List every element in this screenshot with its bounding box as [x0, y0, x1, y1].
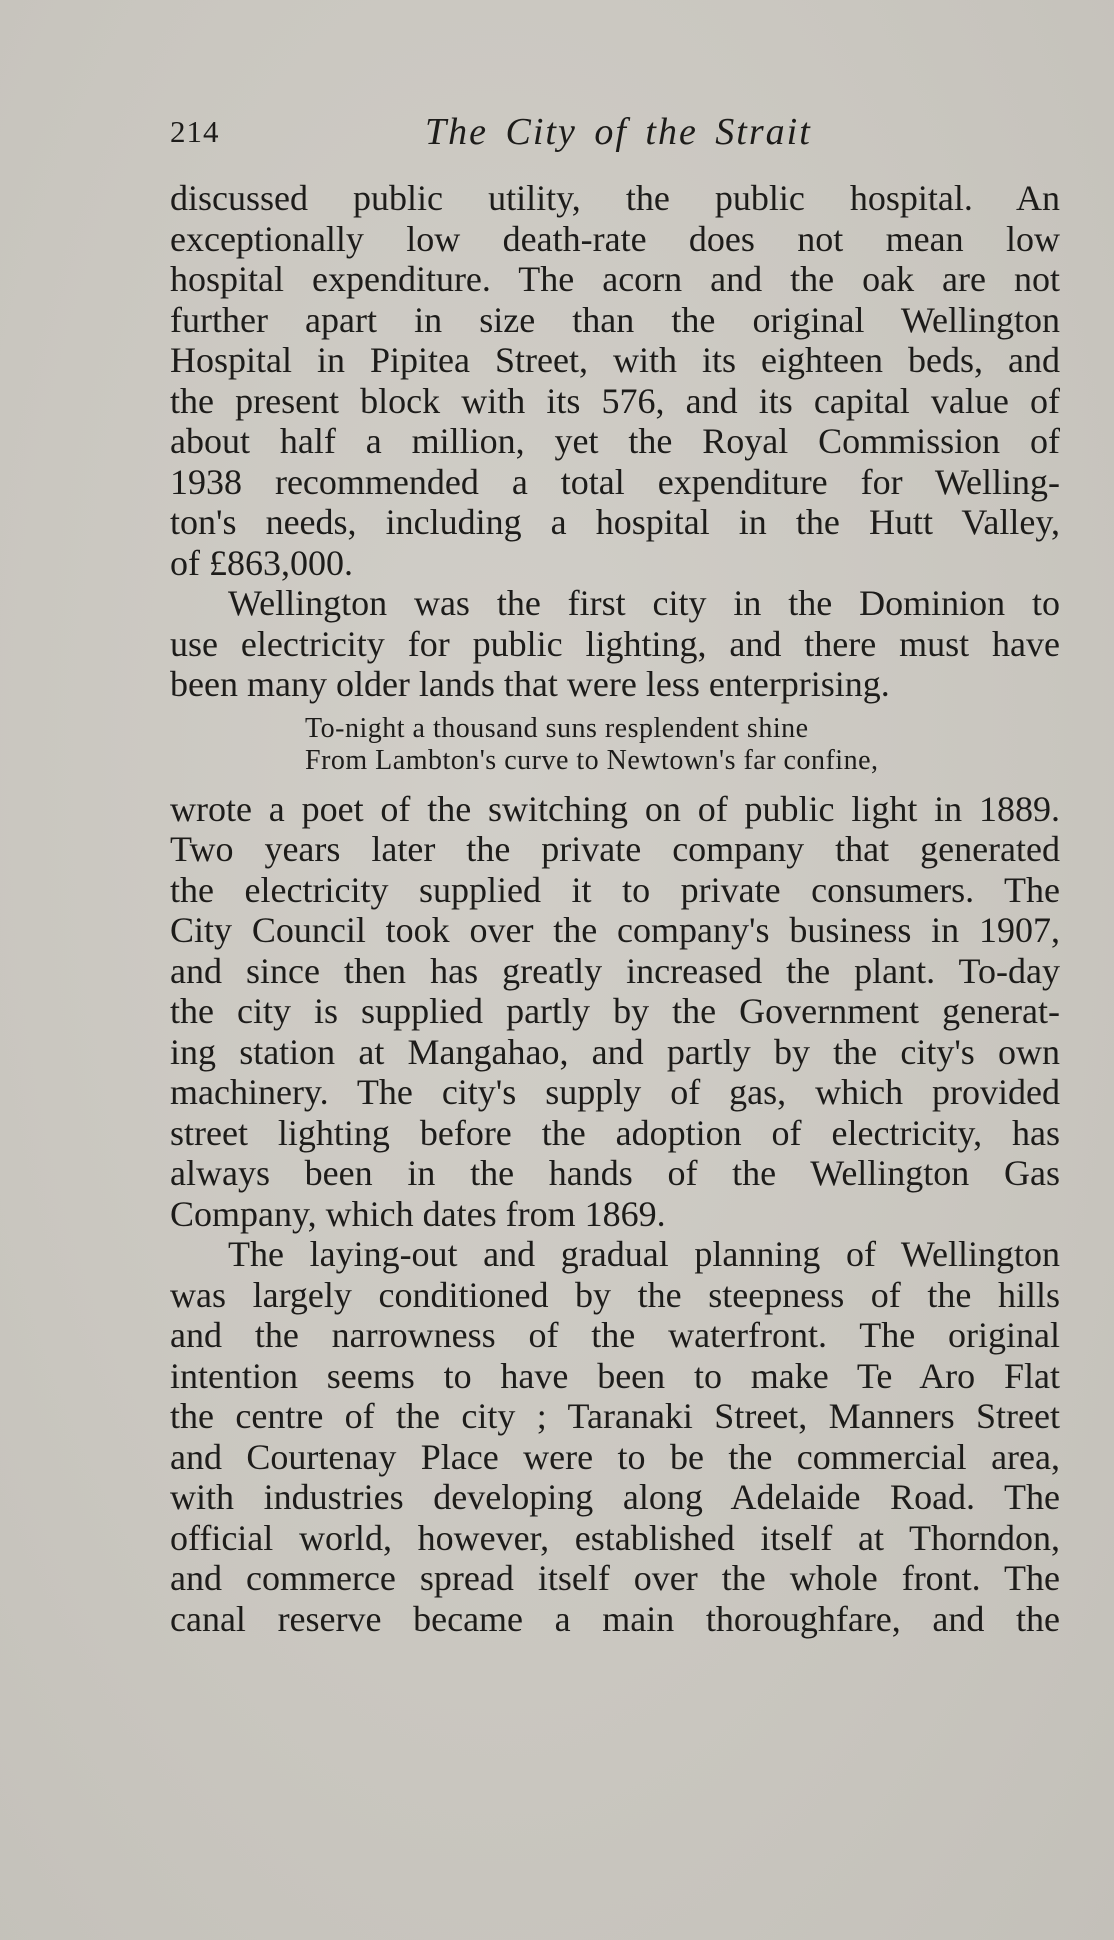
text-line: intention seems to have been to make Te Aro Flat: [170, 1355, 1060, 1396]
text-line: ton's needs, including a hospital in the Hutt Valley,: [170, 502, 1060, 542]
text-line: Company, which dates from 1869.: [170, 1193, 666, 1234]
text-line: discussed public utility, the public hospital. An: [170, 178, 1060, 218]
text-line: always been in the hands of the Wellington Gas: [170, 1153, 1060, 1193]
verse-line: To-night a thousand suns resplendent shine: [305, 712, 809, 744]
paragraph-electricity: [170, 583, 1060, 705]
text-line: use electricity for public lighting, and there must have: [170, 623, 1060, 664]
text-line: exceptionally low death-rate does not mean low: [170, 218, 1060, 259]
text-line: official world, however, established itself at Thorndon,: [170, 1517, 1060, 1558]
paragraph-hospital: [170, 178, 1060, 583]
text-line: and since then has greatly increased the plant. To-day: [170, 950, 1060, 991]
page-number: 214: [170, 114, 220, 149]
paragraph-lighting: [170, 789, 1060, 1235]
text-line: street lighting before the adoption of electricity, has: [170, 1112, 1060, 1153]
text-line: hospital expenditure. The acorn and the oak are not: [170, 259, 1060, 299]
text-line: wrote a poet of the switching on of public light in 1889.: [170, 788, 1060, 829]
text-line: Hospital in Pipitea Street, with its eighteen beds, and: [170, 340, 1060, 380]
text-line: further apart in size than the original Wellington: [170, 299, 1060, 340]
text-line: ing station at Mangahao, and partly by the city's own: [170, 1031, 1060, 1072]
verse-quote: [305, 713, 960, 777]
text-line: with industries developing along Adelaide Road. The: [170, 1477, 1060, 1517]
paragraph-planning: [170, 1234, 1060, 1639]
text-line: was largely conditioned by the steepness of the hills: [170, 1274, 1060, 1315]
text-line: Two years later the private company that generated: [170, 829, 1060, 869]
text-line: the city is supplied partly by the Government generat-: [170, 991, 1060, 1031]
text-line: Wellington was the first city in the Dominion to: [228, 583, 1060, 623]
text-line: 1938 recommended a total expenditure for Welling-: [170, 461, 1060, 502]
text-line: the centre of the city ; Taranaki Street, Manners Street: [170, 1396, 1060, 1436]
verse-line: From Lambton's curve to Newtown's far confine,: [305, 744, 879, 776]
text-line: about half a million, yet the Royal Commission of: [170, 421, 1060, 461]
text-line: been many older lands that were less enterprising.: [170, 664, 890, 704]
text-line: the present block with its 576, and its capital value of: [170, 380, 1060, 421]
text-line: canal reserve became a main thoroughfare, and the: [170, 1598, 1060, 1639]
text-line: of £863,000.: [170, 542, 353, 583]
running-title: The City of the Strait: [425, 111, 812, 153]
body-text: [170, 178, 1060, 1639]
text-line: and Courtenay Place were to be the commercial area,: [170, 1436, 1060, 1477]
text-line: and commerce spread itself over the whole front. The: [170, 1558, 1060, 1598]
text-line: and the narrowness of the waterfront. The original: [170, 1315, 1060, 1355]
text-line: The laying-out and gradual planning of Wellington: [228, 1234, 1060, 1274]
text-line: machinery. The city's supply of gas, which provided: [170, 1072, 1060, 1112]
text-line: City Council took over the company's business in 1907,: [170, 910, 1060, 950]
text-line: the electricity supplied it to private consumers. The: [170, 869, 1060, 910]
page-header: [170, 110, 1060, 160]
